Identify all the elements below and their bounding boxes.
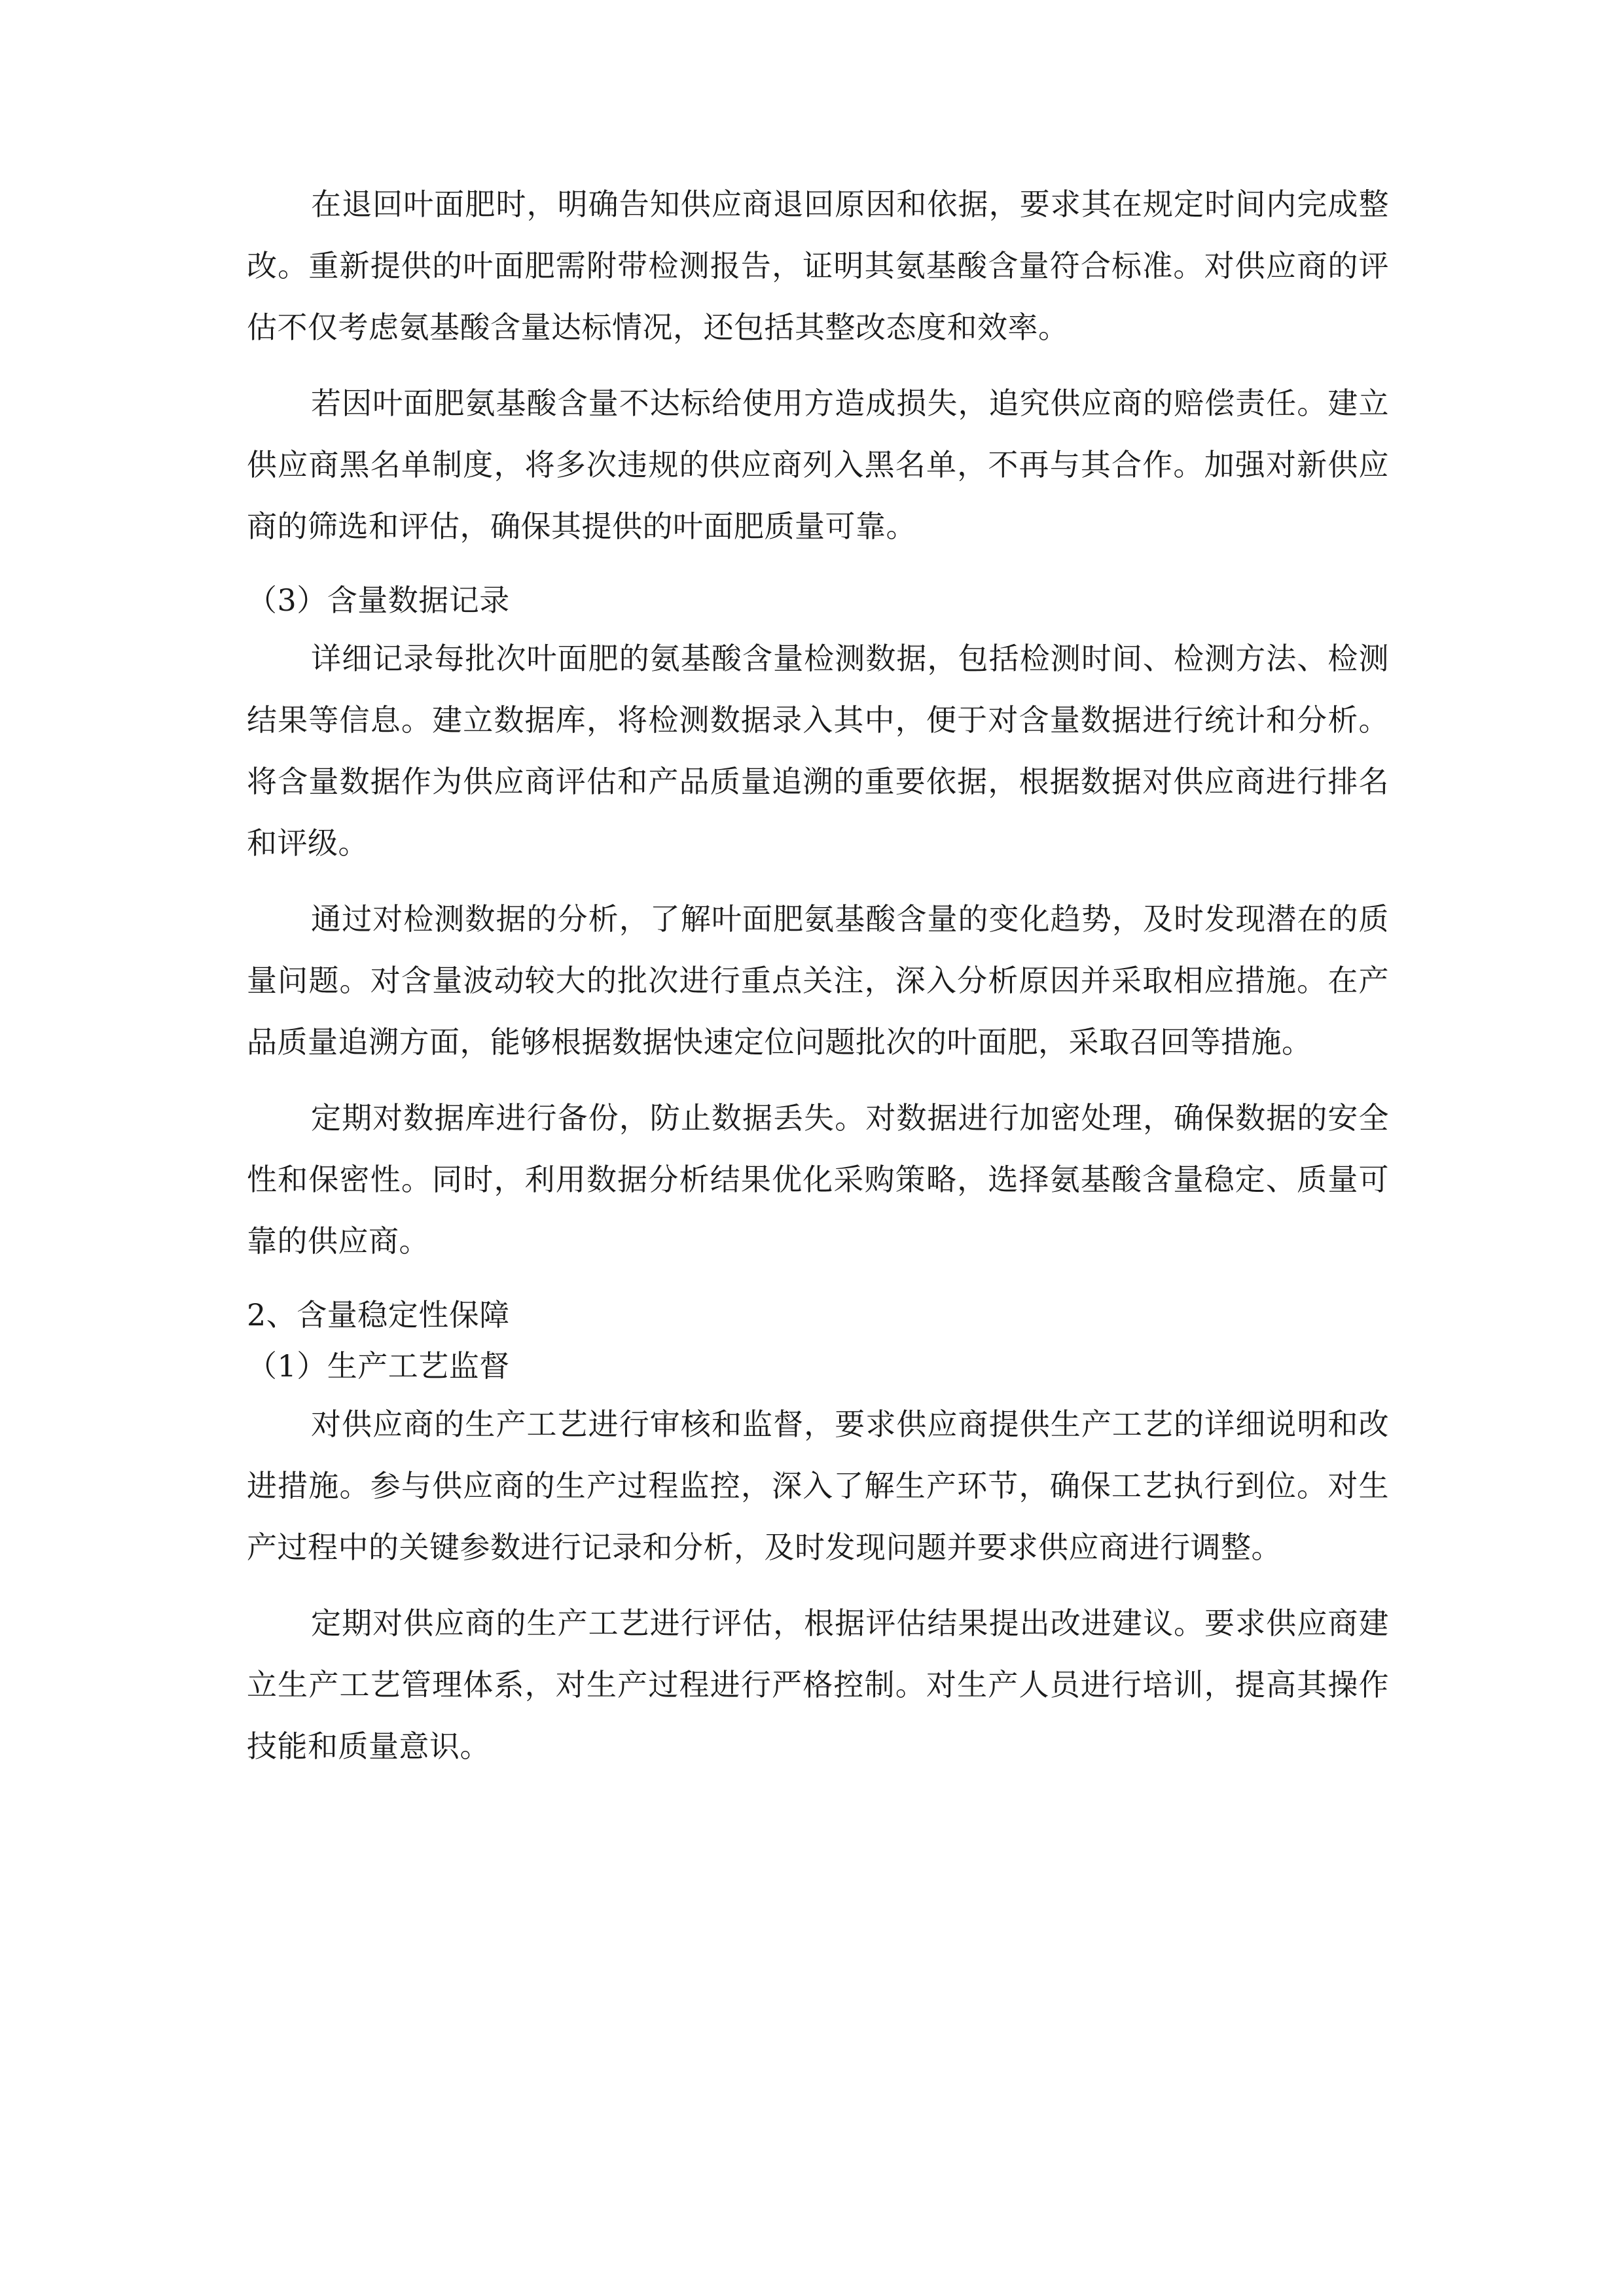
paragraph-data-analysis: 通过对检测数据的分析，了解叶面肥氨基酸含量的变化趋势，及时发现潜在的质量问题。对含量波动较大的批次进行重点关注，深入分析原因并采取相应措施。在产品质量追溯方面，能够根据数据快速定位问题批次的叶面肥，采取召回等措施。: [247, 901, 1389, 1060]
paragraph-return-rectification: 在退回叶面肥时，明确告知供应商退回原因和依据，要求其在规定时间内完成整改。重新提供的叶面肥需附带检测报告，证明其氨基酸含量符合标准。对供应商的评估不仅考虑氨基酸含量达标情况，还包括其整改态度和效率。: [247, 187, 1389, 345]
heading-production-supervision: （1）生产工艺监督: [247, 1348, 510, 1384]
heading-content-stability: 2、含量稳定性保障: [247, 1297, 510, 1333]
paragraph-data-backup: 定期对数据库进行备份，防止数据丢失。对数据进行加密处理，确保数据的安全性和保密性。同时，利用数据分析结果优化采购策略，选择氨基酸含量稳定、质量可靠的供应商。: [247, 1100, 1389, 1259]
paragraph-process-evaluation: 定期对供应商的生产工艺进行评估，根据评估结果提出改进建议。要求供应商建立生产工艺管理体系，对生产过程进行严格控制。对生产人员进行培训，提高其操作技能和质量意识。: [247, 1605, 1389, 1764]
paragraph-process-audit: 对供应商的生产工艺进行审核和监督，要求供应商提供生产工艺的详细说明和改进措施。参与供应商的生产过程监控，深入了解生产环节，确保工艺执行到位。对生产过程中的关键参数进行记录和分析，及时发现问题并要求供应商进行调整。: [247, 1407, 1389, 1565]
paragraph-data-recording: 详细记录每批次叶面肥的氨基酸含量检测数据，包括检测时间、检测方法、检测结果等信息。建立数据库，将检测数据录入其中，便于对含量数据进行统计和分析。将含量数据作为供应商评估和产品质量追溯的重要依据，根据数据对供应商进行排名和评级。: [247, 641, 1389, 861]
paragraph-compensation-blacklist: 若因叶面肥氨基酸含量不达标给使用方造成损失，追究供应商的赔偿责任。建立供应商黑名单制度，将多次违规的供应商列入黑名单，不再与其合作。加强对新供应商的筛选和评估，确保其提供的叶面肥质量可靠。: [247, 386, 1389, 544]
document-body: [247, 173, 1389, 1777]
heading-content-data-record: （3）含量数据记录: [247, 583, 510, 618]
